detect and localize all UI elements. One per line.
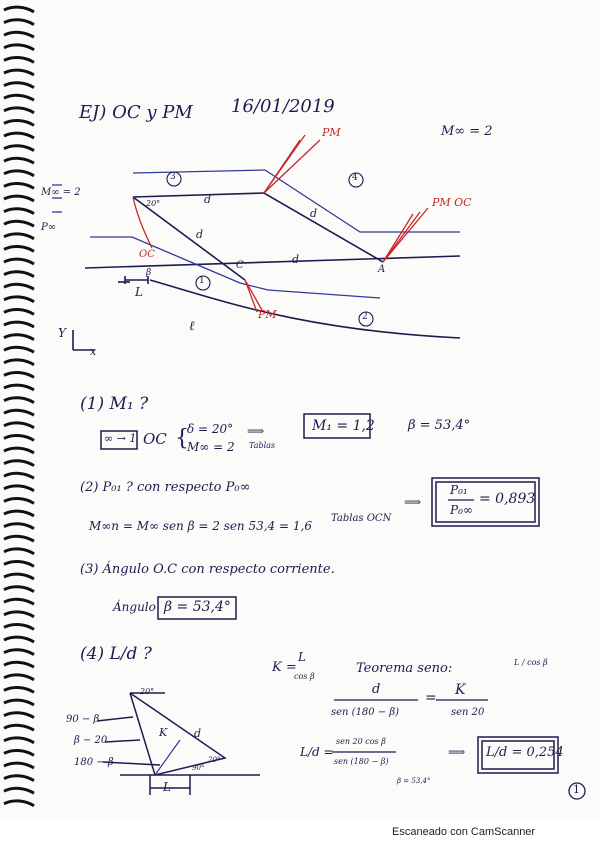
q2-formula: M∞n = M∞ sen β = 2 sen 53,4 = 1,6 xyxy=(89,519,312,533)
q1-tablas: Tablas xyxy=(249,441,276,450)
date: 16/01/2019 xyxy=(231,96,335,117)
pm-oc-label: PM OC xyxy=(432,196,472,209)
q4-result: L/d = 0,254 xyxy=(486,745,564,760)
q1-delta: δ = 20° xyxy=(187,422,234,436)
q1-brace: { xyxy=(175,426,189,451)
q4-label: (4) L/d ? xyxy=(80,644,152,664)
q4-label-L: L xyxy=(163,780,171,794)
q1-label: (1) M₁ ? xyxy=(80,394,149,414)
m-inf-label: M∞ = 2 xyxy=(41,187,81,198)
region-4: 4 xyxy=(352,173,358,183)
q4-t-top-left: d xyxy=(372,682,381,697)
point-a: A xyxy=(378,264,386,275)
q4-line2-left: L/d = xyxy=(300,745,334,759)
exercise-title: EJ) OC y PM xyxy=(79,102,193,123)
q2-frac-top: P₀₁ xyxy=(450,483,468,497)
body-top-edge xyxy=(133,193,383,262)
oc-label: OC xyxy=(139,249,155,260)
region-1: 1 xyxy=(199,276,205,286)
q4-beta-note: β = 53,4° xyxy=(397,777,431,785)
q2-arrow: ⟹ xyxy=(404,495,422,509)
axis-x: x xyxy=(90,345,97,358)
pm-label-top: PM xyxy=(322,126,341,139)
q4-t-top-right: K xyxy=(455,682,466,698)
point-c: C xyxy=(236,260,244,271)
region-2: 2 xyxy=(362,312,368,322)
d-left: d xyxy=(196,228,204,241)
q4-label-180: 180 − β xyxy=(74,757,114,768)
scanner-footer xyxy=(0,820,599,848)
p-inf-label: P∞ xyxy=(41,222,57,233)
beta-label: β xyxy=(146,268,152,278)
q4-t-bot-left: sen (180 − β) xyxy=(331,707,400,718)
q3-angulo: Ángulo xyxy=(113,600,156,614)
angle-20: 20° xyxy=(146,199,161,208)
q4-label-20b: 20° xyxy=(208,756,221,764)
d-top: d xyxy=(204,193,212,206)
q4-label-90b: 90° xyxy=(192,764,205,772)
q4-label-d: d xyxy=(194,727,202,740)
q4-l-cos: L / cos β xyxy=(514,658,548,667)
q4-line2-top: sen 20 cos β xyxy=(336,737,386,746)
q4-line2-bottom: sen (180 − β) xyxy=(334,757,389,766)
q2-tablas: Tablas OCN xyxy=(331,513,392,524)
region-3: 3 xyxy=(170,172,176,182)
l-label: ℓ xyxy=(189,319,195,334)
q1-oc: OC xyxy=(143,430,167,448)
q4-k-eq: K = xyxy=(272,660,297,675)
q2-result: = 0,893 xyxy=(479,491,536,507)
d-right: d xyxy=(310,207,318,220)
q4-eq: = xyxy=(425,690,437,706)
scanner-watermark: Escaneado con CamScanner xyxy=(392,826,536,838)
page-number: 1 xyxy=(573,783,580,796)
q4-label-20: 20° xyxy=(140,687,155,696)
d-bottom: d xyxy=(292,253,300,266)
q4-t-bot-right: sen 20 xyxy=(451,707,485,718)
q4-label-k: K xyxy=(159,726,168,739)
q2-label: (2) P₀₁ ? con respecto P₀∞ xyxy=(80,480,251,495)
q1-box-left: ∞ → 1 xyxy=(104,432,137,445)
axis-y: Y xyxy=(58,326,66,340)
q4-k-top: L xyxy=(298,650,306,664)
q1-beta: β = 53,4° xyxy=(408,418,471,433)
q1-minf: M∞ = 2 xyxy=(187,440,235,454)
q4-teorema: Teorema seno: xyxy=(356,661,453,676)
pm-label-bottom: PM xyxy=(258,308,277,321)
q1-result: M₁ = 1,2 xyxy=(312,418,375,434)
q3-result: β = 53,4° xyxy=(164,599,231,615)
q4-label-b20: β − 20 xyxy=(74,735,108,746)
q4-label-90: 90 − β xyxy=(66,714,100,725)
mach-number: M∞ = 2 xyxy=(441,124,493,139)
q3-label: (3) Ángulo O.C con respecto corriente. xyxy=(80,562,335,577)
q1-arrow: ⟹ xyxy=(247,424,265,438)
q2-frac-bottom: P₀∞ xyxy=(450,503,473,517)
q4-arrow: ⟹ xyxy=(448,745,466,759)
L-label: L xyxy=(135,285,143,299)
q4-k-bottom: cos β xyxy=(294,672,315,681)
lower-wall xyxy=(150,280,460,338)
